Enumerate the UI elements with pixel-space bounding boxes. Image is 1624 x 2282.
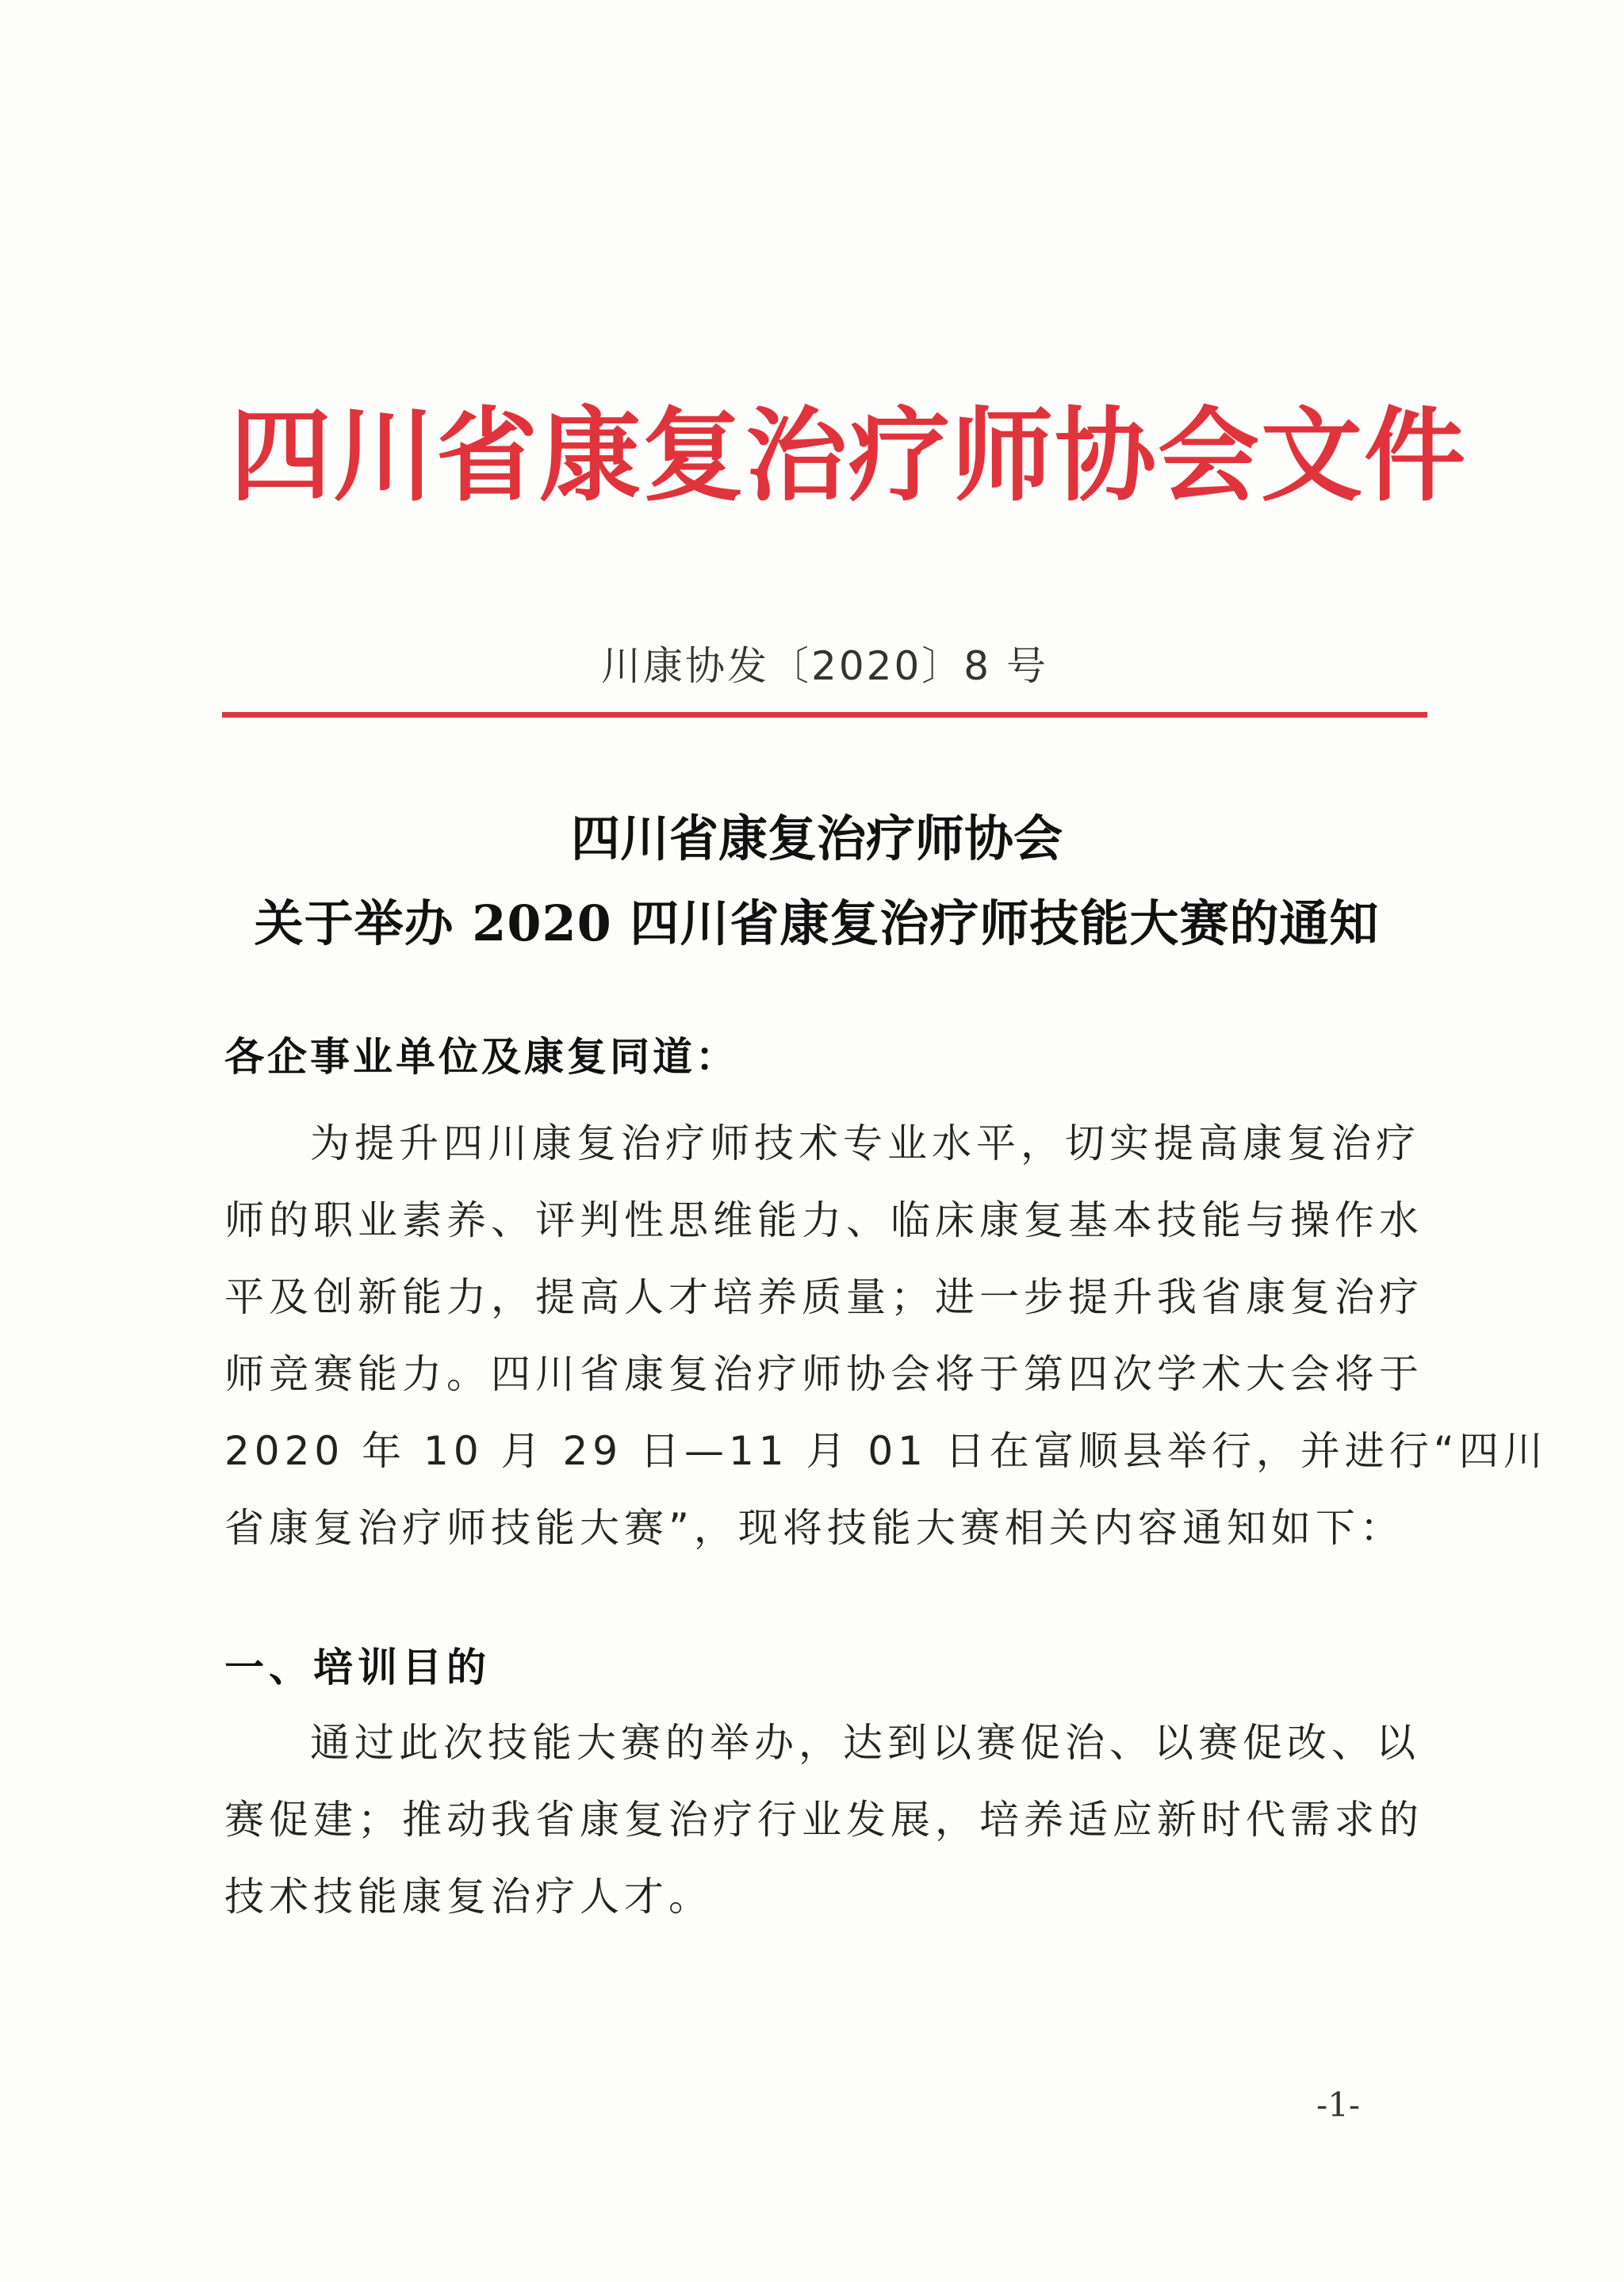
paragraph-line: 通过此次技能大赛的举办，达到以赛促治、以赛促改、以 xyxy=(310,1720,1420,1766)
section1-paragraph xyxy=(224,1705,1423,1935)
paragraph-line: 技术技能康复治疗人才。 xyxy=(224,1874,713,1920)
paragraph-line: 2020 年 10 月 29 日—11 月 01 日在富顺县举行，并进行“四川 xyxy=(224,1428,1548,1474)
red-divider-rule xyxy=(222,712,1427,718)
paragraph-line: 为提升四川康复治疗师技术专业水平，切实提高康复治疗 xyxy=(310,1120,1420,1166)
document-number: 川康协发〔2020〕8 号 xyxy=(601,643,1048,689)
paragraph-line: 省康复治疗师技能大赛”，现将技能大赛相关内容通知如下： xyxy=(224,1505,1404,1551)
paragraph-line: 师的职业素养、评判性思维能力、临床康复基本技能与操作水 xyxy=(224,1197,1423,1243)
paragraph-line: 平及创新能力，提高人才培养质量；进一步提升我省康复治疗 xyxy=(224,1274,1423,1320)
paragraph-line: 师竞赛能力。四川省康复治疗师协会将于第四次学术大会将于 xyxy=(224,1351,1423,1397)
section-heading: 一、培训目的 xyxy=(224,1644,491,1690)
intro-paragraph xyxy=(224,1105,1548,1567)
paragraph-line: 赛促建；推动我省康复治疗行业发展，培养适应新时代需求的 xyxy=(224,1797,1423,1843)
notice-title-line-2: 关于举办 2020 四川省康复治疗师技能大赛的通知 xyxy=(254,894,1380,952)
salutation: 各企事业单位及康复同道： xyxy=(224,1034,738,1080)
page-number: -1- xyxy=(1316,2085,1361,2124)
org-file-title: 四川省康复治疗师协会文件 xyxy=(230,396,1468,515)
notice-title-line-1: 四川省康复治疗师协会 xyxy=(570,810,1063,867)
